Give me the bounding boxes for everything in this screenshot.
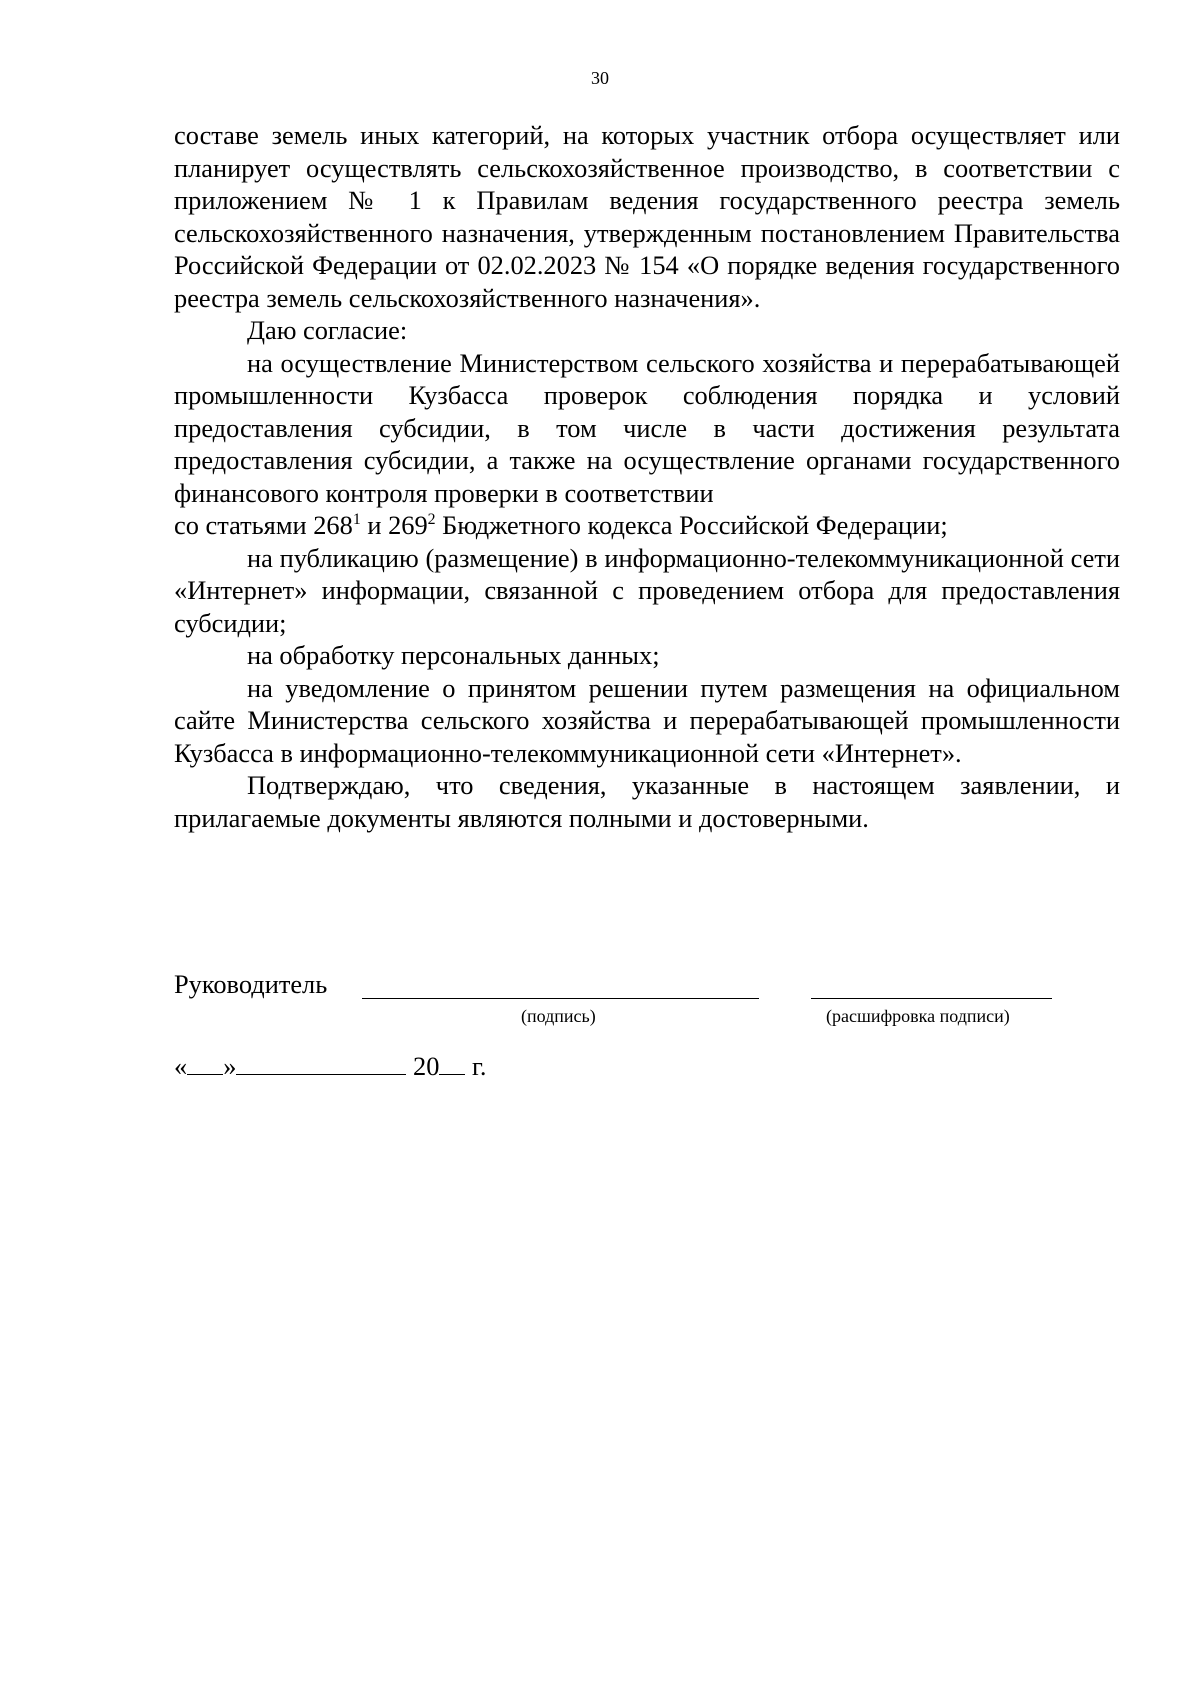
signature-decoding-line (811, 998, 1052, 999)
paragraph-consent-heading: Даю согласие: (247, 315, 408, 345)
page-number: 30 (591, 68, 609, 88)
budget-code-part-b: и 269 (360, 510, 428, 540)
year-blank (439, 1050, 465, 1075)
date-open-quote: « (174, 1051, 188, 1081)
superscript-1: 1 (352, 511, 361, 529)
month-blank (236, 1050, 406, 1075)
signatory-label: Руководитель (174, 969, 328, 999)
date-close-quote: » (223, 1051, 237, 1081)
signature-line (362, 998, 759, 999)
paragraph-land-categories: составе земель иных категорий, на которых участник отбора осуществляет или планирует осуществлять сельскохозяйственное производство, в соответствии с приложением № 1 к Правилам ведения государственного реестра земель сельскохозяйственного назначения, утвержденным постановлением Правительства Российской Федерации от 02.02.2023 № 154 «О порядке ведения государственного реестра земель сельскохозяйственного назначения». (174, 120, 1120, 313)
document-body (174, 119, 1120, 834)
signature-caption: (подпись) (521, 1006, 596, 1026)
paragraph-consent-publication: на публикацию (размещение) в информационно-телекоммуникационной сети «Интернет» информации, связанной с проведением отбора для предоставления субсидии; (174, 542, 1120, 638)
paragraph-consent-personal-data: на обработку персональных данных; (247, 640, 660, 670)
paragraph-confirmation: Подтверждаю, что сведения, указанные в настоящем заявлении, и прилагаемые документы являются полными и достоверными. (174, 770, 1120, 833)
day-blank (187, 1050, 223, 1075)
budget-code-part-a: со статьями 268 (174, 510, 353, 540)
paragraph-consent-inspections: на осуществление Министерством сельского хозяйства и перерабатывающей промышленности Кузбасса проверок соблюдения порядка и условий предоставления субсидии, в том числе в части достижения результата предоставления субсидии, а также на осуществление органами государственного финансового контроля проверки в соответствии (174, 347, 1120, 508)
signature-decoding-caption: (расшифровка подписи) (826, 1006, 1010, 1026)
year-prefix: 20 (413, 1051, 440, 1081)
paragraph-consent-notification: на уведомление о принятом решении путем размещения на официальном сайте Министерства сельского хозяйства и перерабатывающей промышленности Кузбасса в информационно-телекоммуникационной сети «Интернет». (174, 672, 1120, 768)
year-suffix: г. (472, 1051, 487, 1081)
budget-code-part-c: Бюджетного кодекса Российской Федерации; (435, 510, 948, 540)
paragraph-budget-code (174, 509, 1120, 542)
superscript-2: 2 (427, 511, 436, 529)
date-line (174, 1050, 486, 1082)
